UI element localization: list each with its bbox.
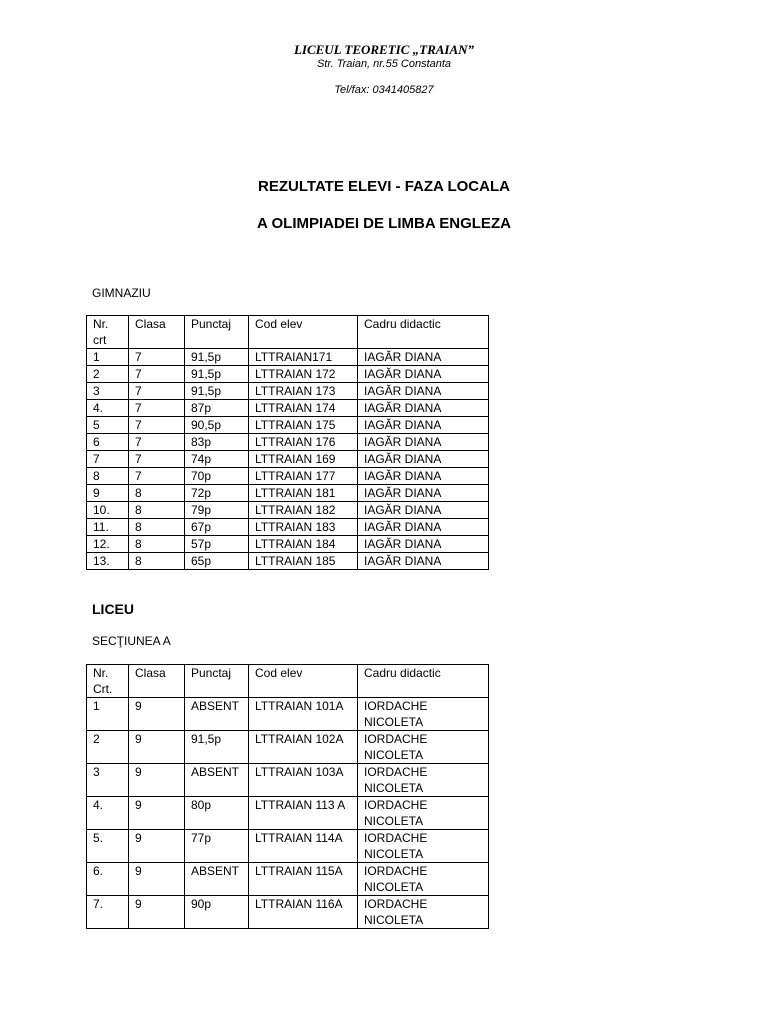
cell-clasa: 9 bbox=[129, 863, 185, 896]
cell-cadru-didactic: IORDACHE NICOLETA bbox=[358, 731, 489, 764]
cell-cod-elev: LTTRAIAN 174 bbox=[249, 400, 358, 417]
table-row bbox=[87, 536, 489, 553]
cell-punctaj: ABSENT bbox=[185, 863, 249, 896]
header-punctaj: Punctaj bbox=[185, 316, 249, 349]
table-row bbox=[87, 553, 489, 570]
table-row bbox=[87, 451, 489, 468]
cell-nr-crt: 10. bbox=[87, 502, 129, 519]
cell-clasa: 9 bbox=[129, 764, 185, 797]
gimnaziu-results-table bbox=[86, 315, 489, 570]
cell-cod-elev: LTTRAIAN 177 bbox=[249, 468, 358, 485]
cell-punctaj: 91,5p bbox=[185, 366, 249, 383]
cell-cadru-didactic: IAGĂR DIANA bbox=[358, 468, 489, 485]
cell-nr-crt: 6. bbox=[87, 863, 129, 896]
cell-cadru-didactic: IAGĂR DIANA bbox=[358, 536, 489, 553]
table-row bbox=[87, 485, 489, 502]
cell-punctaj: 83p bbox=[185, 434, 249, 451]
cell-cod-elev: LTTRAIAN 113 A bbox=[249, 797, 358, 830]
cell-clasa: 9 bbox=[129, 698, 185, 731]
cell-clasa: 7 bbox=[129, 417, 185, 434]
cell-nr-crt: 3 bbox=[87, 764, 129, 797]
cell-cadru-didactic: IAGĂR DIANA bbox=[358, 502, 489, 519]
cell-clasa: 7 bbox=[129, 400, 185, 417]
cell-cadru-didactic: IORDACHE NICOLETA bbox=[358, 896, 489, 929]
cell-clasa: 9 bbox=[129, 896, 185, 929]
cell-punctaj: 90,5p bbox=[185, 417, 249, 434]
cell-nr-crt: 5. bbox=[87, 830, 129, 863]
cell-punctaj: 90p bbox=[185, 896, 249, 929]
cell-nr-crt: 4. bbox=[87, 400, 129, 417]
cell-cadru-didactic: IORDACHE NICOLETA bbox=[358, 797, 489, 830]
header-clasa: Clasa bbox=[129, 316, 185, 349]
cell-cod-elev: LTTRAIAN 115A bbox=[249, 863, 358, 896]
cell-cadru-didactic: IORDACHE NICOLETA bbox=[358, 863, 489, 896]
cell-clasa: 9 bbox=[129, 731, 185, 764]
cell-punctaj: 70p bbox=[185, 468, 249, 485]
cell-clasa: 8 bbox=[129, 485, 185, 502]
section-a-label: SECŢIUNEA A bbox=[92, 634, 171, 648]
cell-cadru-didactic: IAGĂR DIANA bbox=[358, 553, 489, 570]
cell-clasa: 8 bbox=[129, 553, 185, 570]
table-row bbox=[87, 764, 489, 797]
table-row bbox=[87, 349, 489, 366]
table-header-row bbox=[87, 316, 489, 349]
table-row bbox=[87, 519, 489, 536]
table-row bbox=[87, 400, 489, 417]
cell-nr-crt: 2 bbox=[87, 366, 129, 383]
document-title-line-1: REZULTATE ELEVI - FAZA LOCALA bbox=[258, 178, 510, 195]
cell-cod-elev: LTTRAIAN 183 bbox=[249, 519, 358, 536]
cell-cod-elev: LTTRAIAN 103A bbox=[249, 764, 358, 797]
cell-clasa: 7 bbox=[129, 434, 185, 451]
cell-cod-elev: LTTRAIAN 173 bbox=[249, 383, 358, 400]
cell-cadru-didactic: IORDACHE NICOLETA bbox=[358, 830, 489, 863]
cell-nr-crt: 5 bbox=[87, 417, 129, 434]
cell-punctaj: 72p bbox=[185, 485, 249, 502]
cell-punctaj: 91,5p bbox=[185, 383, 249, 400]
cell-cadru-didactic: IORDACHE NICOLETA bbox=[358, 764, 489, 797]
cell-cod-elev: LTTRAIAN 114A bbox=[249, 830, 358, 863]
cell-cadru-didactic: IAGĂR DIANA bbox=[358, 383, 489, 400]
table-header-row bbox=[87, 665, 489, 698]
school-name: LICEUL TEORETIC „TRAIAN” bbox=[293, 42, 475, 57]
liceu-results-table bbox=[86, 664, 489, 929]
table-row bbox=[87, 468, 489, 485]
cell-punctaj: ABSENT bbox=[185, 698, 249, 731]
cell-clasa: 7 bbox=[129, 383, 185, 400]
cell-cadru-didactic: IAGĂR DIANA bbox=[358, 434, 489, 451]
document-title-line-2: A OLIMPIADEI DE LIMBA ENGLEZA bbox=[257, 215, 511, 232]
cell-punctaj: 65p bbox=[185, 553, 249, 570]
cell-nr-crt: 1 bbox=[87, 349, 129, 366]
cell-cod-elev: LTTRAIAN 175 bbox=[249, 417, 358, 434]
cell-cod-elev: LTTRAIAN 116A bbox=[249, 896, 358, 929]
cell-cod-elev: LTTRAIAN 181 bbox=[249, 485, 358, 502]
cell-punctaj: 74p bbox=[185, 451, 249, 468]
header-cadru-didactic: Cadru didactic bbox=[358, 665, 489, 698]
table-row bbox=[87, 502, 489, 519]
header-cod-elev: Cod elev bbox=[249, 316, 358, 349]
cell-nr-crt: 13. bbox=[87, 553, 129, 570]
cell-nr-crt: 7 bbox=[87, 451, 129, 468]
cell-clasa: 7 bbox=[129, 468, 185, 485]
cell-nr-crt: 1 bbox=[87, 698, 129, 731]
header-nr-crt: Nr. crt bbox=[87, 316, 129, 349]
cell-punctaj: 91,5p bbox=[185, 731, 249, 764]
cell-cod-elev: LTTRAIAN 184 bbox=[249, 536, 358, 553]
cell-cadru-didactic: IAGĂR DIANA bbox=[358, 366, 489, 383]
cell-cod-elev: LTTRAIAN 182 bbox=[249, 502, 358, 519]
cell-nr-crt: 11. bbox=[87, 519, 129, 536]
cell-cod-elev: LTTRAIAN171 bbox=[249, 349, 358, 366]
cell-cod-elev: LTTRAIAN 102A bbox=[249, 731, 358, 764]
cell-cod-elev: LTTRAIAN 185 bbox=[249, 553, 358, 570]
table-row bbox=[87, 896, 489, 929]
school-phone: Tel/fax: 0341405827 bbox=[334, 84, 434, 96]
header-nr-crt: Nr. Crt. bbox=[87, 665, 129, 698]
cell-nr-crt: 6 bbox=[87, 434, 129, 451]
cell-punctaj: 87p bbox=[185, 400, 249, 417]
cell-nr-crt: 2 bbox=[87, 731, 129, 764]
cell-nr-crt: 12. bbox=[87, 536, 129, 553]
table-row bbox=[87, 366, 489, 383]
cell-punctaj: 91,5p bbox=[185, 349, 249, 366]
cell-cod-elev: LTTRAIAN 101A bbox=[249, 698, 358, 731]
table-row bbox=[87, 731, 489, 764]
table-row bbox=[87, 698, 489, 731]
table-row bbox=[87, 383, 489, 400]
cell-nr-crt: 9 bbox=[87, 485, 129, 502]
cell-nr-crt: 4. bbox=[87, 797, 129, 830]
cell-punctaj: 57p bbox=[185, 536, 249, 553]
cell-punctaj: 67p bbox=[185, 519, 249, 536]
cell-cadru-didactic: IORDACHE NICOLETA bbox=[358, 698, 489, 731]
header-cod-elev: Cod elev bbox=[249, 665, 358, 698]
cell-cod-elev: LTTRAIAN 172 bbox=[249, 366, 358, 383]
cell-cadru-didactic: IAGĂR DIANA bbox=[358, 519, 489, 536]
section-liceu-label: LICEU bbox=[92, 601, 134, 617]
cell-clasa: 8 bbox=[129, 502, 185, 519]
cell-cadru-didactic: IAGĂR DIANA bbox=[358, 349, 489, 366]
cell-nr-crt: 3 bbox=[87, 383, 129, 400]
header-punctaj: Punctaj bbox=[185, 665, 249, 698]
cell-punctaj: 79p bbox=[185, 502, 249, 519]
cell-clasa: 8 bbox=[129, 536, 185, 553]
cell-cod-elev: LTTRAIAN 169 bbox=[249, 451, 358, 468]
table-row bbox=[87, 417, 489, 434]
cell-clasa: 7 bbox=[129, 349, 185, 366]
cell-clasa: 9 bbox=[129, 830, 185, 863]
cell-cadru-didactic: IAGĂR DIANA bbox=[358, 451, 489, 468]
header-cadru-didactic: Cadru didactic bbox=[358, 316, 489, 349]
cell-cadru-didactic: IAGĂR DIANA bbox=[358, 485, 489, 502]
cell-cod-elev: LTTRAIAN 176 bbox=[249, 434, 358, 451]
cell-punctaj: ABSENT bbox=[185, 764, 249, 797]
section-gimnaziu-label: GIMNAZIU bbox=[92, 286, 151, 300]
school-address: Str. Traian, nr.55 Constanta bbox=[316, 58, 452, 70]
cell-nr-crt: 8 bbox=[87, 468, 129, 485]
cell-clasa: 7 bbox=[129, 451, 185, 468]
table-row bbox=[87, 830, 489, 863]
header-clasa: Clasa bbox=[129, 665, 185, 698]
table-row bbox=[87, 434, 489, 451]
table-row bbox=[87, 863, 489, 896]
table-row bbox=[87, 797, 489, 830]
cell-clasa: 7 bbox=[129, 366, 185, 383]
cell-cadru-didactic: IAGĂR DIANA bbox=[358, 417, 489, 434]
cell-nr-crt: 7. bbox=[87, 896, 129, 929]
cell-clasa: 8 bbox=[129, 519, 185, 536]
cell-clasa: 9 bbox=[129, 797, 185, 830]
cell-cadru-didactic: IAGĂR DIANA bbox=[358, 400, 489, 417]
cell-punctaj: 80p bbox=[185, 797, 249, 830]
cell-punctaj: 77p bbox=[185, 830, 249, 863]
